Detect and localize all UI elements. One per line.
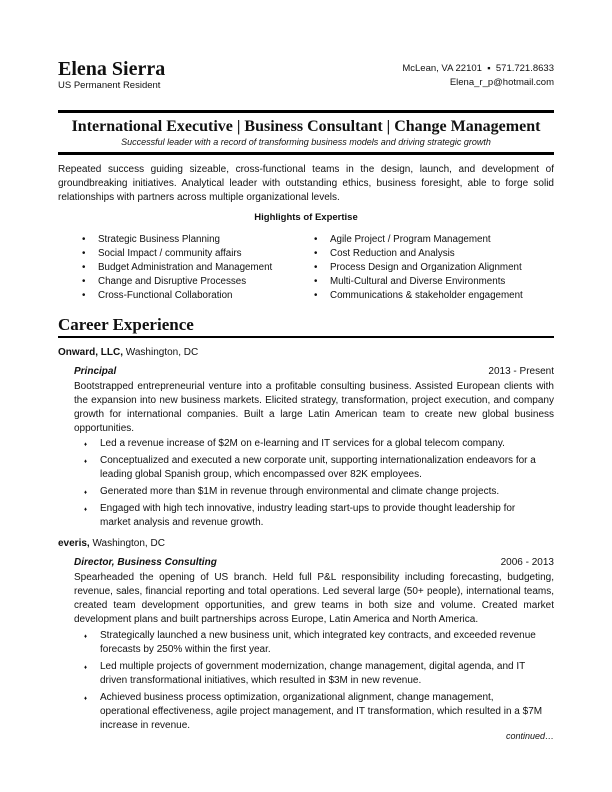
- list-item: • Change and Disruptive Processes: [82, 275, 302, 289]
- list-item: • Cross-Functional Collaboration: [82, 289, 302, 303]
- highlights-right: [314, 233, 554, 303]
- list-item: ♦ Generated more than $1M in revenue through environmental and climate change projects.: [84, 485, 544, 499]
- list-item: • Agile Project / Program Management: [314, 233, 554, 247]
- email: Elena_r_p@hotmail.com: [449, 77, 554, 88]
- dates: 2006 - 2013: [500, 557, 554, 568]
- summary: Repeated success guiding sizeable, cross-functional teams in the design, launch, and development of groundbreaking initiatives. Analytical leader with outstanding ethics, business foresight, able to forge solid relationships with partners across multiple organizational levels.: [58, 164, 554, 203]
- role-line: Principal 2013 - Present: [74, 366, 554, 377]
- residency-status: US Permanent Resident: [58, 80, 161, 91]
- list-item: • Cost Reduction and Analysis: [314, 247, 554, 261]
- contact-info: [402, 62, 554, 90]
- divider: [58, 152, 554, 155]
- job-bullets: [84, 437, 544, 533]
- list-item: ♦ Led a revenue increase of $2M on e-learning and IT services for a global telecom company.: [84, 437, 544, 451]
- divider: [58, 110, 554, 113]
- headline-subtitle: Successful leader with a record of transforming business models and driving strategic growth: [121, 137, 491, 147]
- divider: [58, 336, 554, 338]
- highlights-heading: Highlights of Expertise: [254, 212, 358, 223]
- list-item: • Process Design and Organization Alignment: [314, 261, 554, 275]
- job-description: Bootstrapped entrepreneurial venture into a profitable consulting business. Assisted European clients with the expansion into new business markets. Elicited strategy, transformation, project execution, and company growth for international companies. Built a large Latin American team to create new global business opportunities.: [74, 381, 554, 434]
- dates: 2013 - Present: [488, 366, 554, 377]
- highlights-left: [82, 233, 302, 303]
- separator-icon: ▪: [487, 63, 491, 74]
- address: McLean, VA 22101: [402, 63, 482, 74]
- list-item: ♦ Led multiple projects of government modernization, change management, digital agenda, and IT driven transformational initiatives, which resulted in $3M in new revenue.: [84, 660, 544, 688]
- list-item: • Social Impact / community affairs: [82, 247, 302, 261]
- list-item: • Budget Administration and Management: [82, 261, 302, 275]
- company: Onward, LLC, Washington, DC: [58, 347, 199, 358]
- continued-note: continued…: [505, 731, 554, 741]
- section-heading: Career Experience: [58, 315, 194, 334]
- list-item: ♦ Engaged with high tech innovative, industry leading start-ups to provide thought leadership for market analysis and revenue growth.: [84, 502, 544, 530]
- list-item: ♦ Achieved business process optimization, organizational alignment, change management, operational effectiveness, agile project management, and IT transformation, which resulted in a $7M increase in revenue.: [84, 691, 544, 733]
- company: everis, Washington, DC: [58, 538, 165, 549]
- list-item: • Communications & stakeholder engagement: [314, 289, 554, 303]
- role-line: Director, Business Consulting 2006 - 2013: [74, 557, 554, 568]
- job-description: Spearheaded the opening of US branch. Held full P&L responsibility including forecasting, budgeting, revenue, sales, financial reporting and total operations. Led several large (50+ people), international teams, created team development opportunities, and grew teams in both size and volume. Created market development plans and built partnerships across Europe, Latin America and North America.: [74, 572, 554, 625]
- list-item: ♦ Strategically launched a new business unit, which integrated key contracts, and exceeded revenue forecasts by 250% within the first year.: [84, 629, 544, 657]
- list-item: • Strategic Business Planning: [82, 233, 302, 247]
- phone: 571.721.8633: [495, 63, 554, 74]
- list-item: • Multi-Cultural and Diverse Environments: [314, 275, 554, 289]
- headline-title: International Executive | Business Consultant | Change Management: [71, 118, 541, 135]
- list-item: ♦ Conceptualized and executed a new corporate unit, supporting internationalization endeavors for a leading global Spanish group, which encompassed over 82K employees.: [84, 454, 544, 482]
- candidate-name: Elena Sierra: [58, 58, 166, 80]
- job-bullets: [84, 629, 544, 736]
